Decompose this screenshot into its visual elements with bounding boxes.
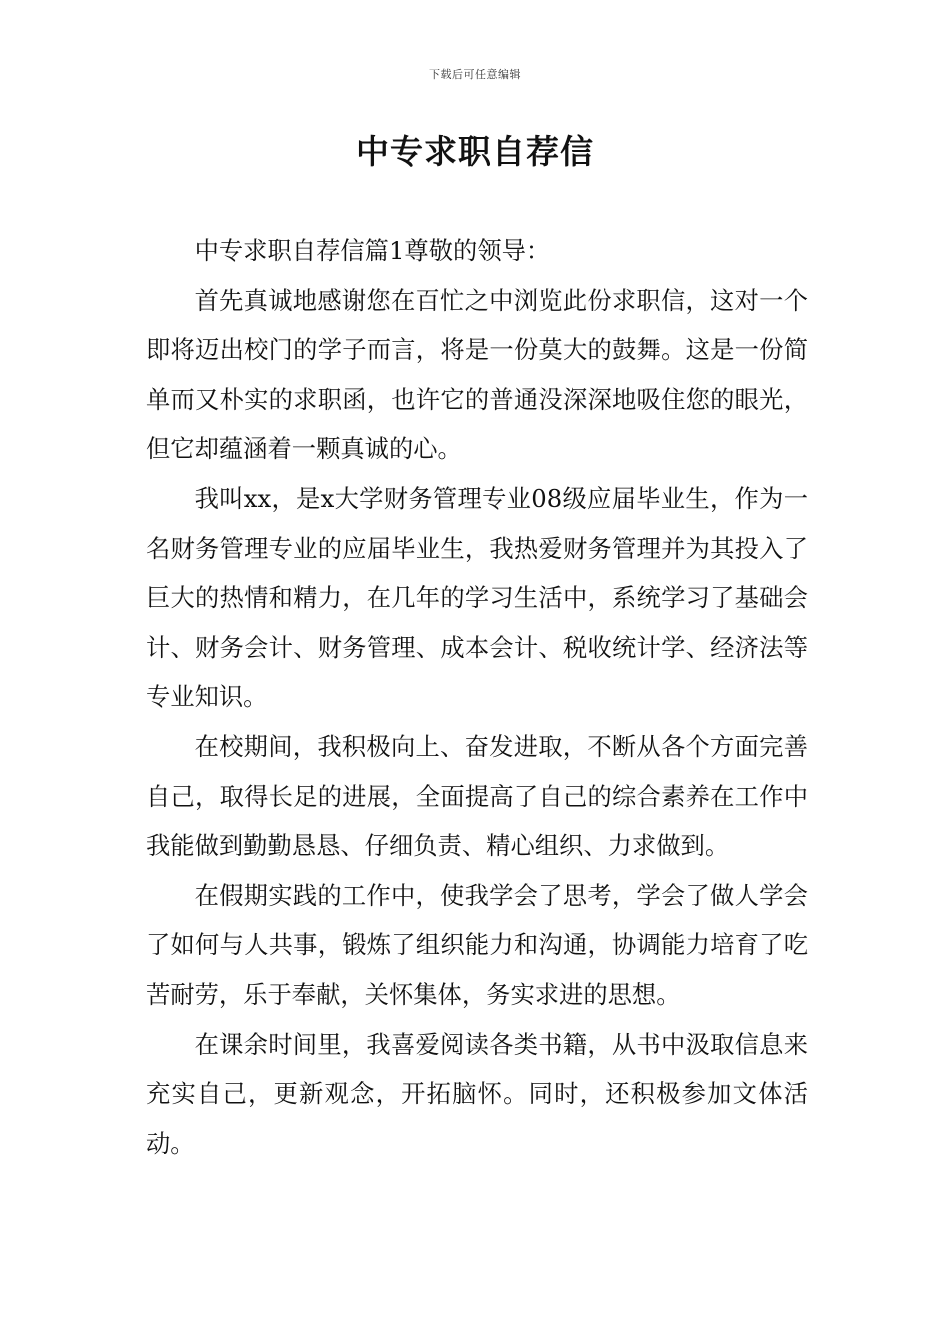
- salutation-paragraph: 中专求职自荐信篇1尊敬的领导：: [194, 236, 551, 265]
- document-title: 中专求职自荐信: [356, 132, 594, 171]
- body-paragraph: 我叫xx，是x大学财务管理专业08级应届毕业生，作为一名财务管理专业的应届毕业生，我热爱财务管理并为其投入了巨大的热情和精力，在几年的学习生活中，系统学习了基础会计、财务会计、财务管理、成本会计、税收统计学、经济法等专业知识。: [146, 483, 808, 712]
- letter-body: [146, 226, 808, 1168]
- body-paragraph: 在假期实践的工作中，使我学会了思考，学会了做人学会了如何与人共事，锻炼了组织能力和沟通，协调能力培育了吃苦耐劳，乐于奉献，关怀集体，务实求进的思想。: [146, 880, 808, 1009]
- body-paragraph: 在课余时间里，我喜爱阅读各类书籍，从书中汲取信息来充实自己，更新观念，开拓脑怀。同时，还积极参加文体活动。: [146, 1029, 808, 1158]
- body-paragraph: 在校期间，我积极向上、奋发进取，不断从各个方面完善自己，取得长足的进展，全面提高了自己的综合素养在工作中我能做到勤勤恳恳、仔细负责、精心组织、力求做到。: [146, 731, 808, 861]
- body-paragraph: 首先真诚地感谢您在百忙之中浏览此份求职信，这对一个即将迈出校门的学子而言，将是一份莫大的鼓舞。这是一份简单而又朴实的求职函，也许它的普通没深深地吸住您的眼光，但它却蕴涵着一颗真诚的心。: [146, 285, 808, 464]
- header-note: 下载后可任意编辑: [429, 68, 521, 81]
